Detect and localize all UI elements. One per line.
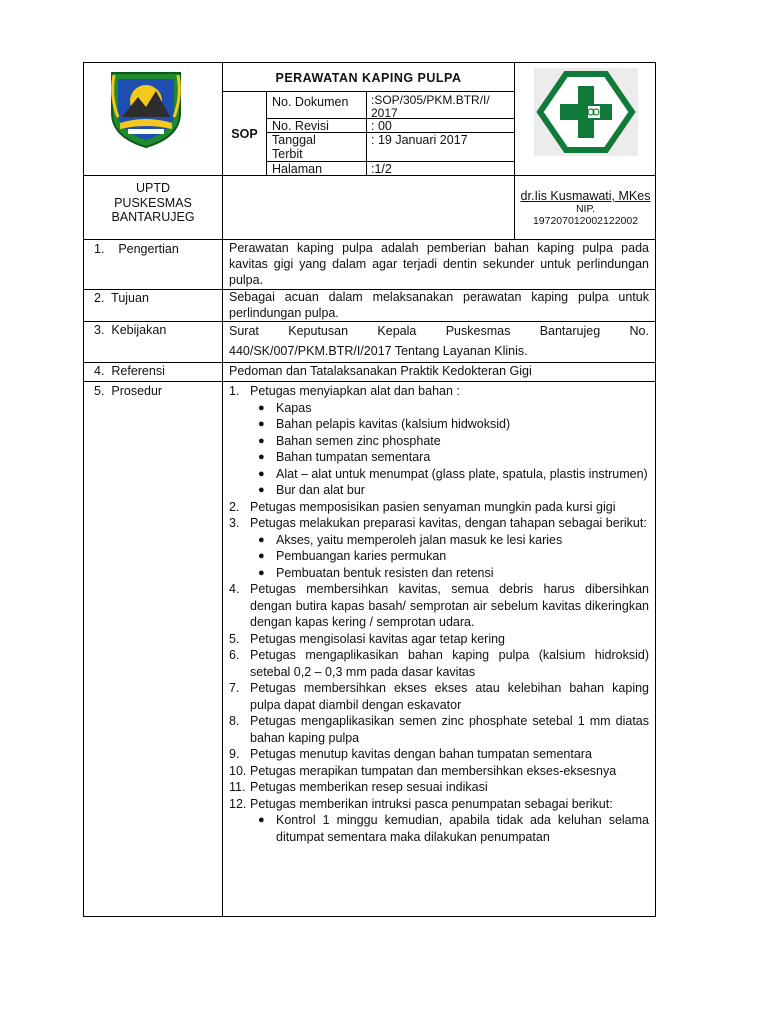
- puskesmas-logo: [534, 68, 638, 156]
- subitem-text: Pembuangan karies permukan: [276, 549, 447, 563]
- procedure-step: [229, 631, 649, 648]
- subitem-text: Alat – alat untuk menumpat (glass plate, spatula, plastis instrumen): [276, 466, 648, 481]
- step-subitem: [229, 449, 649, 466]
- bullet-icon: ●: [258, 533, 265, 546]
- step-text: Petugas memberikan intruksi pasca penumpatan sebagai berikut:: [250, 796, 613, 811]
- step-subitem: [229, 416, 649, 433]
- step-text: Petugas memberikan resep sesuai indikasi: [250, 780, 488, 794]
- step-number: 9.: [229, 747, 240, 761]
- procedure-step: [229, 746, 649, 763]
- column-divider: [222, 63, 223, 916]
- signer-nip: 197207012002122002: [532, 215, 639, 227]
- step-subitem: [229, 466, 649, 483]
- procedure-step: [229, 779, 649, 796]
- sop-document: [83, 62, 656, 917]
- step-number: 2.: [229, 499, 240, 514]
- step-text: Petugas mengaplikasikan bahan kaping pulpa (kalsium hidroksid) setebal 0,2 – 0,3 mm pada dasar kavitas: [250, 648, 649, 679]
- bullet-icon: ●: [258, 451, 265, 463]
- bullet-icon: ●: [258, 401, 265, 414]
- subitem-text: Kontrol 1 minggu kemudian, apabila tidak ada keluhan selama ditumpat sementara maka dilakukan penumpatan: [276, 813, 649, 844]
- meta-label-tanggal-terbit: Tanggal Terbit: [272, 133, 316, 161]
- procedure-step: [229, 680, 649, 713]
- subitem-text: Pembuatan bentuk resisten dan retensi: [276, 565, 494, 580]
- row-label-kebijakan: 3. Kebijakan: [94, 323, 167, 337]
- row-label-pengertian: 1. Pengertian: [94, 242, 179, 256]
- signer-block: [516, 189, 655, 227]
- bullet-icon: ●: [258, 467, 265, 480]
- step-subitem: [229, 565, 649, 582]
- header-right-divider: [514, 63, 515, 239]
- step-text: Petugas membersihkan ekses ekses atau kelebihan bahan kaping pulpa dapat diambil dengan eskavator: [250, 681, 649, 712]
- subitem-text: Akses, yaitu memperoleh jalan masuk ke lesi karies: [276, 532, 563, 547]
- signer-nip-label: NIP.: [575, 203, 596, 215]
- meta-value-no-revisi: : 00: [371, 119, 392, 133]
- row-text-kebijakan: Surat Keputusan Kepala Puskesmas Bantarujeg No. 440/SK/007/PKM.BTR/I/2017 Tentang Layanan Klinis.: [229, 324, 649, 358]
- step-number: 12.: [229, 796, 247, 811]
- step-text: Petugas melakukan preparasi kavitas, dengan tahapan sebagai berikut:: [250, 516, 647, 530]
- step-number: 10.: [229, 763, 247, 778]
- step-text: Petugas menutup kavitas dengan bahan tumpatan sementara: [250, 747, 592, 761]
- bullet-icon: ●: [258, 550, 265, 562]
- subitem-text: Bahan tumpatan sementara: [276, 450, 431, 464]
- signer-name: dr.Iis Kusmawati, MKes: [520, 189, 651, 203]
- step-text: Petugas memposisikan pasien senyaman mungkin pada kursi gigi: [250, 499, 616, 514]
- step-text: Petugas menyiapkan alat dan bahan :: [250, 384, 460, 398]
- sop-divider: [266, 91, 267, 175]
- step-number: 11.: [229, 780, 246, 794]
- step-number: 5.: [229, 631, 240, 646]
- sop-label: SOP: [231, 127, 258, 141]
- document-title: PERAWATAN KAPING PULPA: [275, 71, 462, 85]
- subitem-text: Bahan semen zinc phosphate: [276, 433, 441, 448]
- row-text-referensi: Pedoman dan Tatalaksanakan Praktik Kedokteran Gigi: [229, 364, 532, 378]
- step-number: 8.: [229, 714, 240, 728]
- meta-label-no-dokumen: No. Dokumen: [272, 95, 349, 109]
- bullet-icon: ●: [258, 566, 265, 579]
- subitem-text: Kapas: [276, 400, 312, 415]
- meta-value-divider: [366, 91, 367, 175]
- procedure-step: [229, 796, 649, 813]
- step-text: Petugas mengisolasi kavitas agar tetap kering: [250, 631, 506, 646]
- step-subitem: [229, 482, 649, 499]
- bullet-icon: ●: [258, 814, 265, 826]
- step-number: 3.: [229, 516, 240, 530]
- meta-label-no-revisi: No. Revisi: [272, 119, 329, 133]
- procedure-step: [229, 763, 649, 780]
- procedure-step: [229, 383, 649, 400]
- row-label-prosedur: 5. Prosedur: [94, 384, 163, 398]
- step-text: Petugas mengaplikasikan semen zinc phosphate setebal 1 mm diatas bahan kaping pulpa: [250, 714, 649, 745]
- step-subitem: [229, 812, 649, 845]
- procedure-list: [229, 383, 649, 845]
- step-number: 1.: [229, 384, 240, 398]
- bullet-icon: ●: [258, 434, 265, 447]
- procedure-step: [229, 647, 649, 680]
- procedure-step: [229, 581, 649, 631]
- meta-value-tanggal-terbit: : 19 Januari 2017: [371, 133, 468, 147]
- row-label-tujuan: 2. Tujuan: [94, 291, 149, 305]
- row-label-referensi: 4. Referensi: [94, 364, 165, 378]
- subitem-text: Bur dan alat bur: [276, 483, 365, 497]
- meta-value-no-dokumen: :SOP/305/PKM.BTR/I/ 2017: [371, 93, 490, 120]
- bullet-icon: ●: [258, 484, 265, 496]
- step-subitem: [229, 548, 649, 565]
- row-text-tujuan: Sebagai acuan dalam melaksanakan perawatan kaping pulpa untuk perlindungan pulpa.: [229, 290, 649, 320]
- step-number: 6.: [229, 648, 240, 662]
- step-text: Petugas merapikan tumpatan dan membersihkan ekses-eksesnya: [250, 763, 617, 778]
- organization-name: UPTD PUSKESMAS BANTARUJEG: [111, 181, 195, 224]
- meta-label-halaman: Halaman: [272, 162, 323, 176]
- row-text-pengertian: Perawatan kaping pulpa adalah pemberian bahan kaping pulpa pada kavitas gigi yang dalam agar terjadi dentin sekunder untuk perlindungan pulpa.: [229, 241, 649, 287]
- procedure-step: [229, 713, 649, 746]
- meta-value-halaman: :1/2: [371, 162, 392, 176]
- step-subitem: [229, 400, 649, 417]
- step-number: 7.: [229, 681, 240, 695]
- header-bottom-line: [84, 175, 655, 176]
- step-subitem: [229, 433, 649, 450]
- step-number: 4.: [229, 582, 240, 596]
- step-subitem: [229, 532, 649, 549]
- procedure-step: [229, 499, 649, 516]
- step-text: Petugas membersihkan kavitas, semua debris harus dibersihkan dengan butira kapas basah/ semprotan air sebelum kavitas dikeringkan dengan kapas kering / semprotan udara.: [250, 582, 649, 629]
- procedure-step: [229, 515, 649, 532]
- bullet-icon: ●: [258, 418, 265, 430]
- regional-emblem-logo: [104, 67, 188, 151]
- subitem-text: Bahan pelapis kavitas (kalsium hidwoksid): [276, 417, 511, 431]
